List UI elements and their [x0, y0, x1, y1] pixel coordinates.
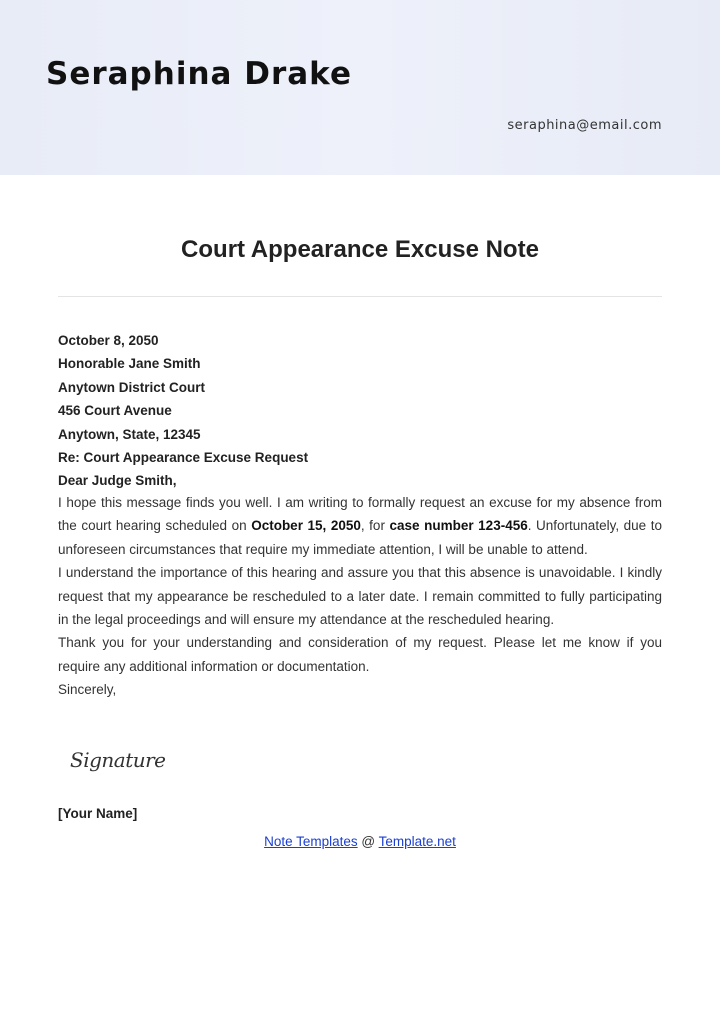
case-number: case number 123-456 — [389, 518, 528, 534]
footer-credit — [0, 834, 720, 849]
letter-body — [58, 491, 662, 702]
title-divider — [58, 296, 662, 297]
recipient-court: Anytown District Court — [58, 379, 205, 395]
letterhead — [0, 0, 720, 175]
document-title: Court Appearance Excuse Note — [181, 236, 539, 263]
paragraph-1-text-b: , for — [360, 518, 390, 534]
body-paragraph-3: Thank you for your understanding and consideration of my request. Please let me know if you require any additional information or documentation. — [58, 635, 662, 674]
sender-name: Seraphina Drake — [46, 56, 352, 92]
hearing-date: October 15, 2050 — [251, 518, 361, 534]
signature-image: Signature — [70, 748, 166, 772]
recipient-name: Honorable Jane Smith — [58, 356, 201, 372]
body-paragraph-1 — [58, 491, 662, 561]
closing: Sincerely, — [58, 682, 117, 698]
subject-line: Re: Court Appearance Excuse Request — [58, 449, 309, 465]
recipient-street: 456 Court Avenue — [58, 403, 172, 419]
salutation: Dear Judge Smith, — [58, 473, 177, 489]
recipient-city: Anytown, State, 12345 — [58, 426, 201, 442]
signer-name: [Your Name] — [58, 806, 138, 821]
footer-separator: @ — [357, 834, 379, 849]
body-paragraph-2: I understand the importance of this hearing and assure you that this absence is unavoidable. I kindly request that my appearance be rescheduled to a later date. I remain committed to fully participating in the legal proceedings and will ensure my attendance at the rescheduled hearing. — [58, 565, 662, 628]
template-net-link[interactable]: Template.net — [378, 834, 456, 849]
paragraph-1-text-a: I hope this message finds you well. I am writing to formally request an excuse for my absence from the court hearing scheduled on — [58, 495, 662, 534]
letter-date: October 8, 2050 — [58, 333, 159, 348]
paragraph-1-text-c: . Unfortunately, due to unforeseen circumstances that require my immediate attention, I will be unable to attend. — [58, 518, 662, 557]
note-templates-link[interactable]: Note Templates — [264, 834, 358, 849]
sender-email: seraphina@email.com — [507, 118, 662, 133]
address-block — [58, 329, 662, 493]
